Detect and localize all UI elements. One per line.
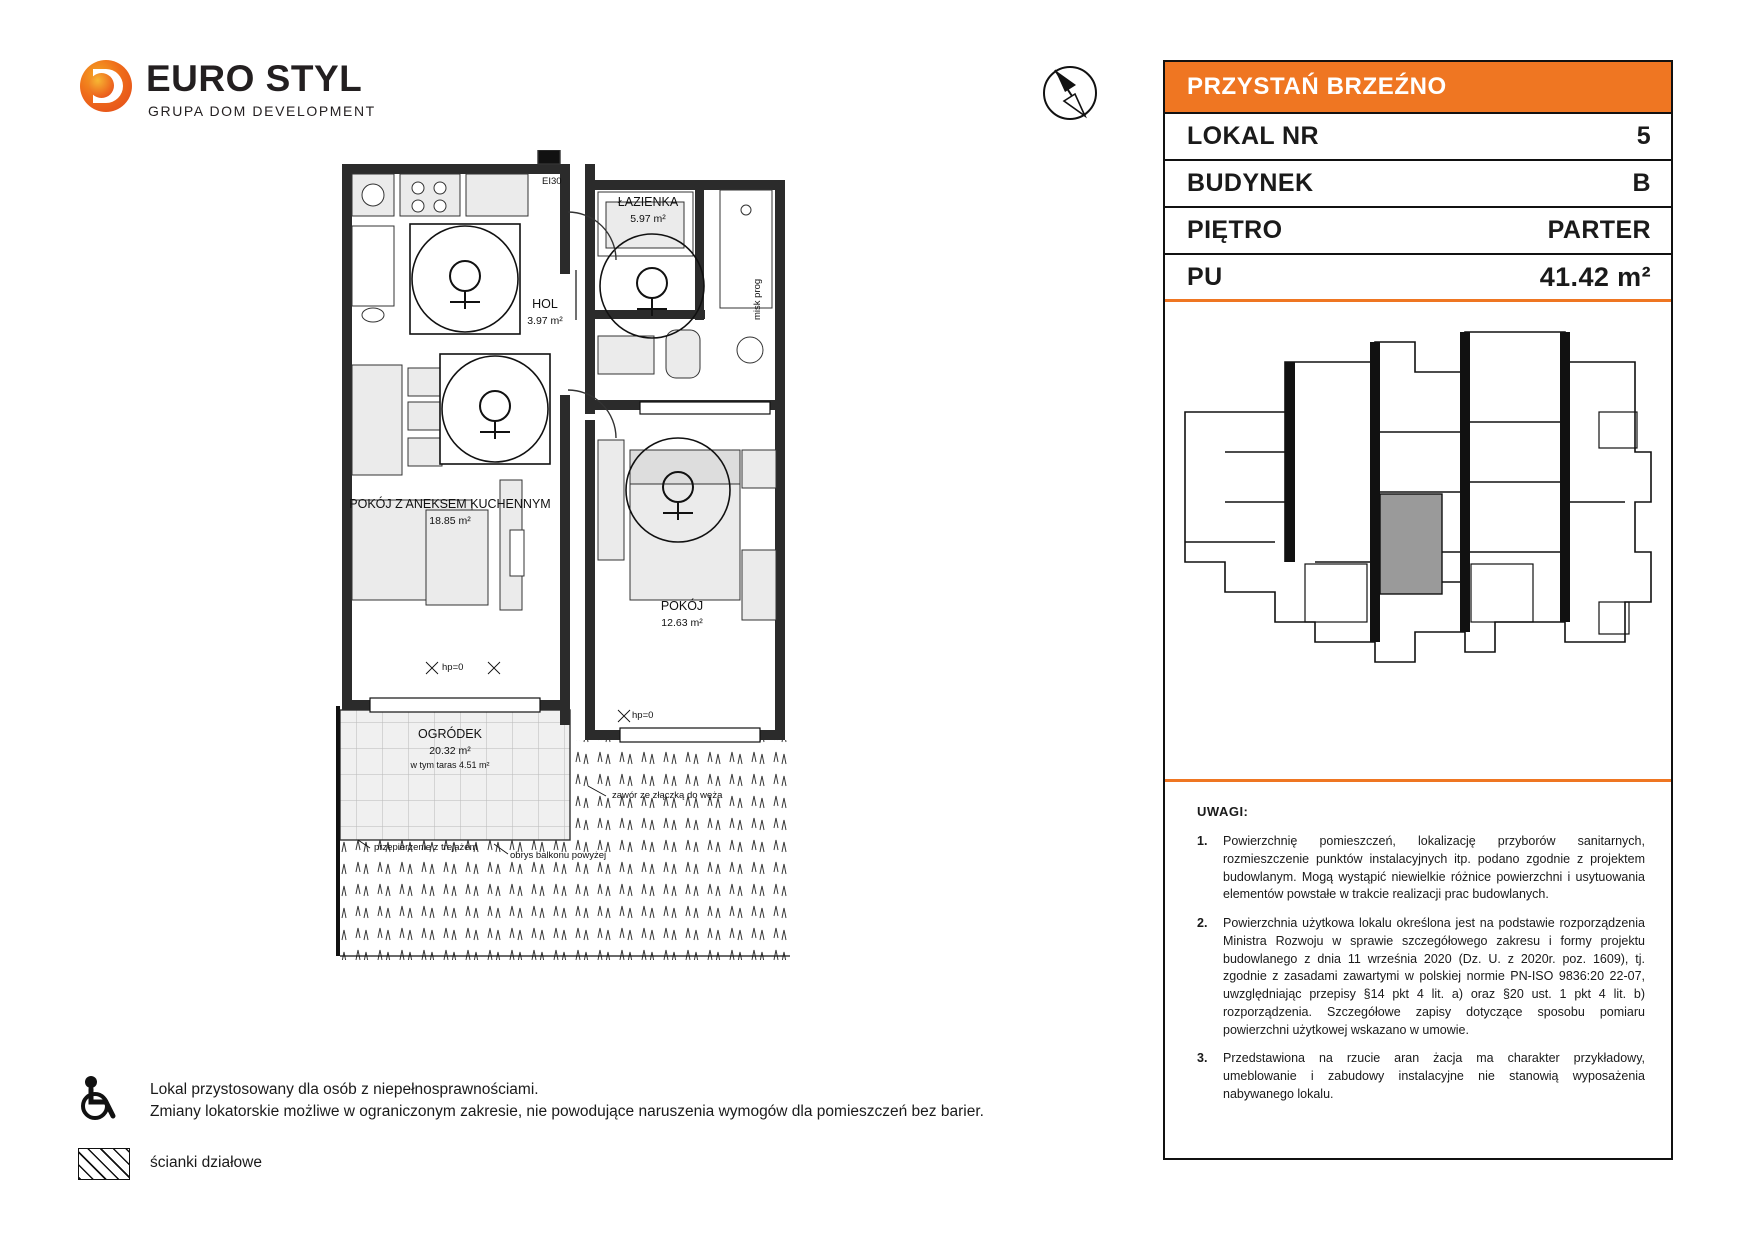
info-panel: [1163, 60, 1673, 1160]
panel-row-pietro: [1165, 208, 1671, 255]
bedroom-furniture: [598, 440, 776, 620]
room-label: POKÓJ Z ANEKSEM KUCHENNYM: [349, 497, 551, 511]
room-label: OGRÓDEK: [418, 727, 482, 741]
north-arrow-icon: [1035, 58, 1105, 128]
panel-row-budynek: [1165, 161, 1671, 208]
annotation: hp=0: [442, 662, 464, 673]
unit-highlight: [1380, 494, 1442, 594]
room-area: 5.97 m²: [630, 213, 666, 225]
row-label: PIĘTRO: [1187, 216, 1283, 244]
annotation: zawór ze złączką do węża: [612, 790, 723, 801]
floor-plan: [330, 150, 890, 1030]
garden-area: [336, 706, 790, 960]
legend-item-accessibility: [78, 1075, 1118, 1126]
eurostyl-flame-icon: [80, 60, 132, 112]
room-area: 20.32 m²: [429, 745, 471, 757]
row-value: PARTER: [1547, 216, 1651, 244]
wheelchair-accessible-icon: [78, 1075, 150, 1126]
room-area: 3.97 m²: [527, 315, 563, 327]
annotation: EI30: [542, 176, 562, 187]
annotation: misk prog: [752, 278, 763, 320]
legend: [78, 1075, 1118, 1202]
row-label: PU: [1187, 262, 1223, 291]
row-value: 41.42 m²: [1539, 261, 1651, 292]
building-key-plan: [1165, 302, 1671, 782]
row-label: BUDYNEK: [1187, 169, 1314, 197]
legend-line-2: Zmiany lokatorskie możliwe w ograniczonym zakresie, nie powodujące naruszenia wymogów dla pomieszczeń bez barier.: [150, 1103, 984, 1121]
hatch-swatch-icon: [78, 1148, 130, 1180]
annotation: przepierzenie z trejażem: [374, 842, 478, 853]
room-area-extra: w tym taras 4.51 m²: [410, 760, 490, 770]
room-label: POKÓJ: [660, 599, 704, 613]
legend-line-1: Lokal przystosowany dla osób z niepełnosprawnościami.: [150, 1081, 539, 1098]
notes-section: [1165, 782, 1671, 1125]
note-number: 1.: [1197, 834, 1208, 848]
row-label: LOKAL NR: [1187, 122, 1319, 150]
legend-line-1: ścianki działowe: [150, 1154, 262, 1171]
room-label: HOL: [532, 297, 558, 311]
row-value: 5: [1636, 122, 1651, 150]
brand-tagline: GRUPA DOM DEVELOPMENT: [148, 103, 376, 119]
project-title: PRZYSTAŃ BRZEŹNO: [1165, 62, 1671, 114]
legend-item-partition-walls: [78, 1148, 1118, 1180]
room-area: 18.85 m²: [429, 515, 471, 527]
annotation: obrys balkonu powyżej: [510, 850, 607, 861]
row-value: B: [1632, 169, 1651, 197]
room-label: ŁAZIENKA: [617, 195, 679, 209]
note-number: 3.: [1197, 1051, 1208, 1066]
note-item: [1197, 1050, 1645, 1103]
room-area: 12.63 m²: [661, 617, 703, 629]
note-number: 2.: [1197, 916, 1208, 930]
brand-name: EURO STYL: [146, 58, 363, 99]
panel-row-lokal: [1165, 114, 1671, 161]
panel-row-pu: [1165, 255, 1671, 302]
note-item: [1197, 833, 1645, 904]
notes-heading: UWAGI:: [1197, 804, 1249, 819]
brand-logo: [80, 58, 380, 128]
annotation: hp=0: [632, 710, 654, 721]
note-text: Powierzchnię pomieszczeń, lokalizację przyborów sanitarnych, rozmieszczenie punktów instalacyjnych itp. podano zgodnie z projektem budowlanym. Mogą wystąpić niewielkie różnice powierzchni i usytuowania elementów powstałe w trakcie realizacji prac budowlanych.: [1223, 834, 1645, 902]
note-text: Przedstawiona na rzucie aran żacja ma charakter przykładowy, umeblowanie i zabudowy instalacyjne nie stanowią wyposażenia nabywanego lokalu.: [1223, 1051, 1645, 1101]
note-item: [1197, 915, 1645, 1039]
note-text: Powierzchnia użytkowa lokalu określona jest na podstawie rozporządzenia Ministra Rozwoju w sprawie szczegółowego zakresu i formy projektu budowlanego z dnia 11 września 2020 (Dz. U. z 2020r. poz. 1609), tj. zgodnie z zasadami zawartymi w polskiej normie PN-ISO 9836:20 22-07, uwzględniając przepisy §14 pkt 4 lit. a) oraz §20 ust. 1 pkt 4 lit. b) rozporządzenia. Szczegółowe zapisy dotyczące sposobu pomiaru powierzchni użytkowej wskazano w umowie.: [1223, 916, 1645, 1037]
